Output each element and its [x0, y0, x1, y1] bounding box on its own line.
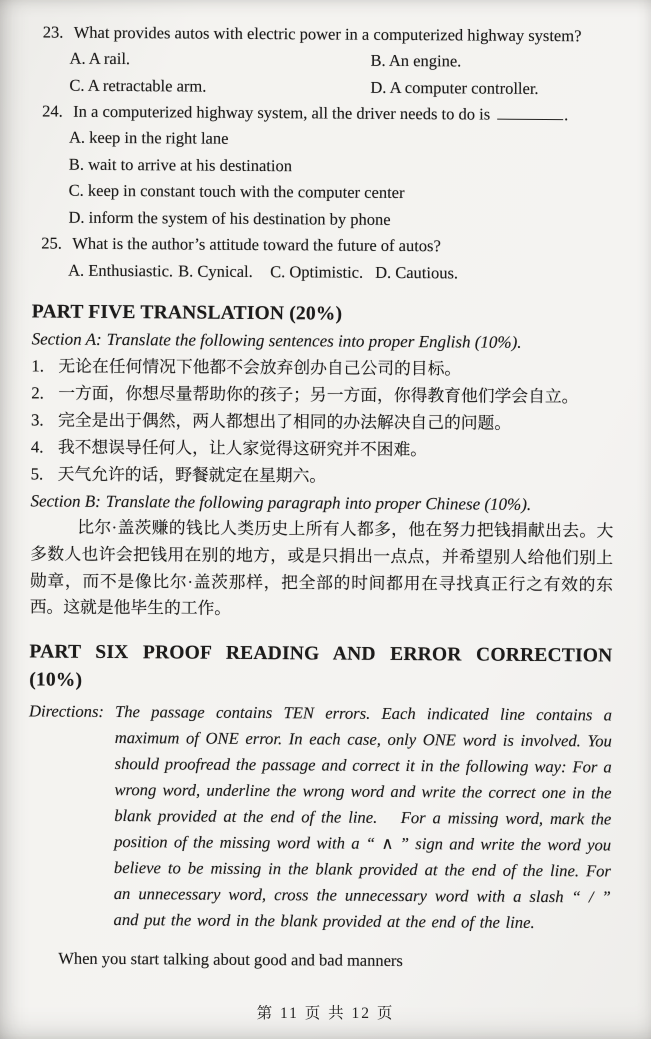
- question-25-option-c: C. Optimistic.: [270, 262, 364, 282]
- section-a-instruction: Translate the following sentences into proper English (10%).: [106, 329, 522, 352]
- item-number: 2.: [31, 383, 44, 403]
- item-number: 3.: [30, 410, 44, 430]
- question-25-number: 25.: [41, 233, 62, 253]
- question-24-option-c: C. keep in constant touch with the computer center: [68, 180, 405, 203]
- question-25-option-d: D. Cautious.: [375, 262, 459, 283]
- directions-block: [27, 699, 612, 937]
- part-six-title-line2: (10%): [29, 669, 83, 691]
- section-a-label: Section A:: [31, 329, 102, 349]
- question-24: [32, 98, 616, 234]
- section-a-items: [31, 352, 615, 491]
- question-24-option-d: D. inform the system of his destination by phone: [68, 207, 391, 229]
- question-23-option-d: D. A computer controller.: [370, 77, 539, 98]
- passage-first-line: When you start talking about good and bad manners: [58, 948, 403, 971]
- question-25-option-b: B. Cynical.: [178, 261, 253, 281]
- section-b-heading: [30, 487, 613, 518]
- question-24-option-b: B. wait to arrive at his destination: [68, 154, 293, 175]
- question-25-option-a: A. Enthusiastic.: [68, 260, 174, 281]
- question-25: [32, 230, 615, 287]
- item-number: 4.: [30, 437, 44, 457]
- question-23-option-b: B. An engine.: [370, 50, 462, 71]
- question-23-text: What provides autos with electric power in a computerized highway system?: [73, 22, 582, 46]
- item-text: 我不想误导任何人，让人家觉得这研究并不困难。: [57, 437, 428, 460]
- translation-item-1: [31, 352, 614, 383]
- item-text: 天气允许的话，野餐就定在星期六。: [57, 464, 327, 486]
- section-b-paragraph: 比尔·盖茨赚的钱比人类历史上所有人都多，他在努力把钱捐献出去。大多数人也许会把钱用在别的地方，或是只捐出一点点，并希望别人给他们别上勋章，而不是像比尔·盖茨那样，把全部的时间都用在寻找真正行之有效的东西。这就是他毕生的工作。: [29, 517, 614, 619]
- question-24-suffix: .: [564, 105, 569, 125]
- question-23-option-c: C. A retractable arm.: [69, 75, 207, 96]
- page-number-footer: 第 11 页 共 12 页: [256, 1005, 395, 1022]
- section-b-label: Section B:: [30, 491, 101, 511]
- item-text: 无论在任何情况下他都不会放弃创办自己公司的目标。: [58, 356, 462, 379]
- item-text: 完全是出于偶然，两人都想出了相同的办法解决自己的问题。: [57, 410, 512, 433]
- question-24-text: [73, 99, 616, 129]
- translation-item-3: [31, 406, 614, 437]
- question-24-number: 24.: [42, 101, 63, 121]
- question-25-options: [68, 257, 615, 288]
- question-23-options: [69, 46, 616, 103]
- part-five-title: PART FIVE TRANSLATION (20%): [31, 301, 343, 325]
- question-24-option-a: A. keep in the right lane: [68, 127, 229, 148]
- item-text: 一方面，你想尽量帮助你的孩子；另一方面，你得教育他们学会自立。: [58, 383, 579, 407]
- translation-item-2: [31, 379, 614, 410]
- question-24-options: [68, 125, 616, 235]
- question-25-text: What is the author’s attitude toward the future of autos?: [72, 233, 441, 256]
- section-b-instruction: Translate the following paragraph into proper Chinese (10%).: [105, 491, 532, 514]
- question-24-stem: In a computerized highway system, all the driver needs to do is: [73, 101, 491, 124]
- item-number: 5.: [30, 464, 44, 484]
- item-number: 1.: [31, 356, 45, 376]
- directions-text: The passage contains TEN errors. Each indicated line contains a maximum of ONE error. In each case, only ONE word is involved. You should proofread the passage and correct it in the following way: For a wrong word, underline the wrong word and write the correct one in the blank provided at the end of the line. For a missing word, mark the position of the missing word with a “ ∧ ” sign and write the word you believe to be missing in the blank provided at the end of the line. For an unnecessary word, cross the unnecessary word with a slash “ / ” and put the word in the blank provided at the end of the line.: [113, 702, 613, 933]
- question-23: [33, 19, 617, 102]
- part-six-title-line1: PART SIX PROOF READING AND ERROR CORRECTION: [29, 641, 613, 667]
- translation-item-4: [31, 433, 614, 464]
- directions-label: Directions:: [28, 701, 105, 722]
- question-23-option-a: A. A rail.: [69, 48, 131, 69]
- answer-blank: [497, 103, 563, 120]
- translation-item-5: [31, 460, 614, 491]
- section-a-heading: [32, 325, 615, 356]
- question-23-number: 23.: [42, 22, 64, 42]
